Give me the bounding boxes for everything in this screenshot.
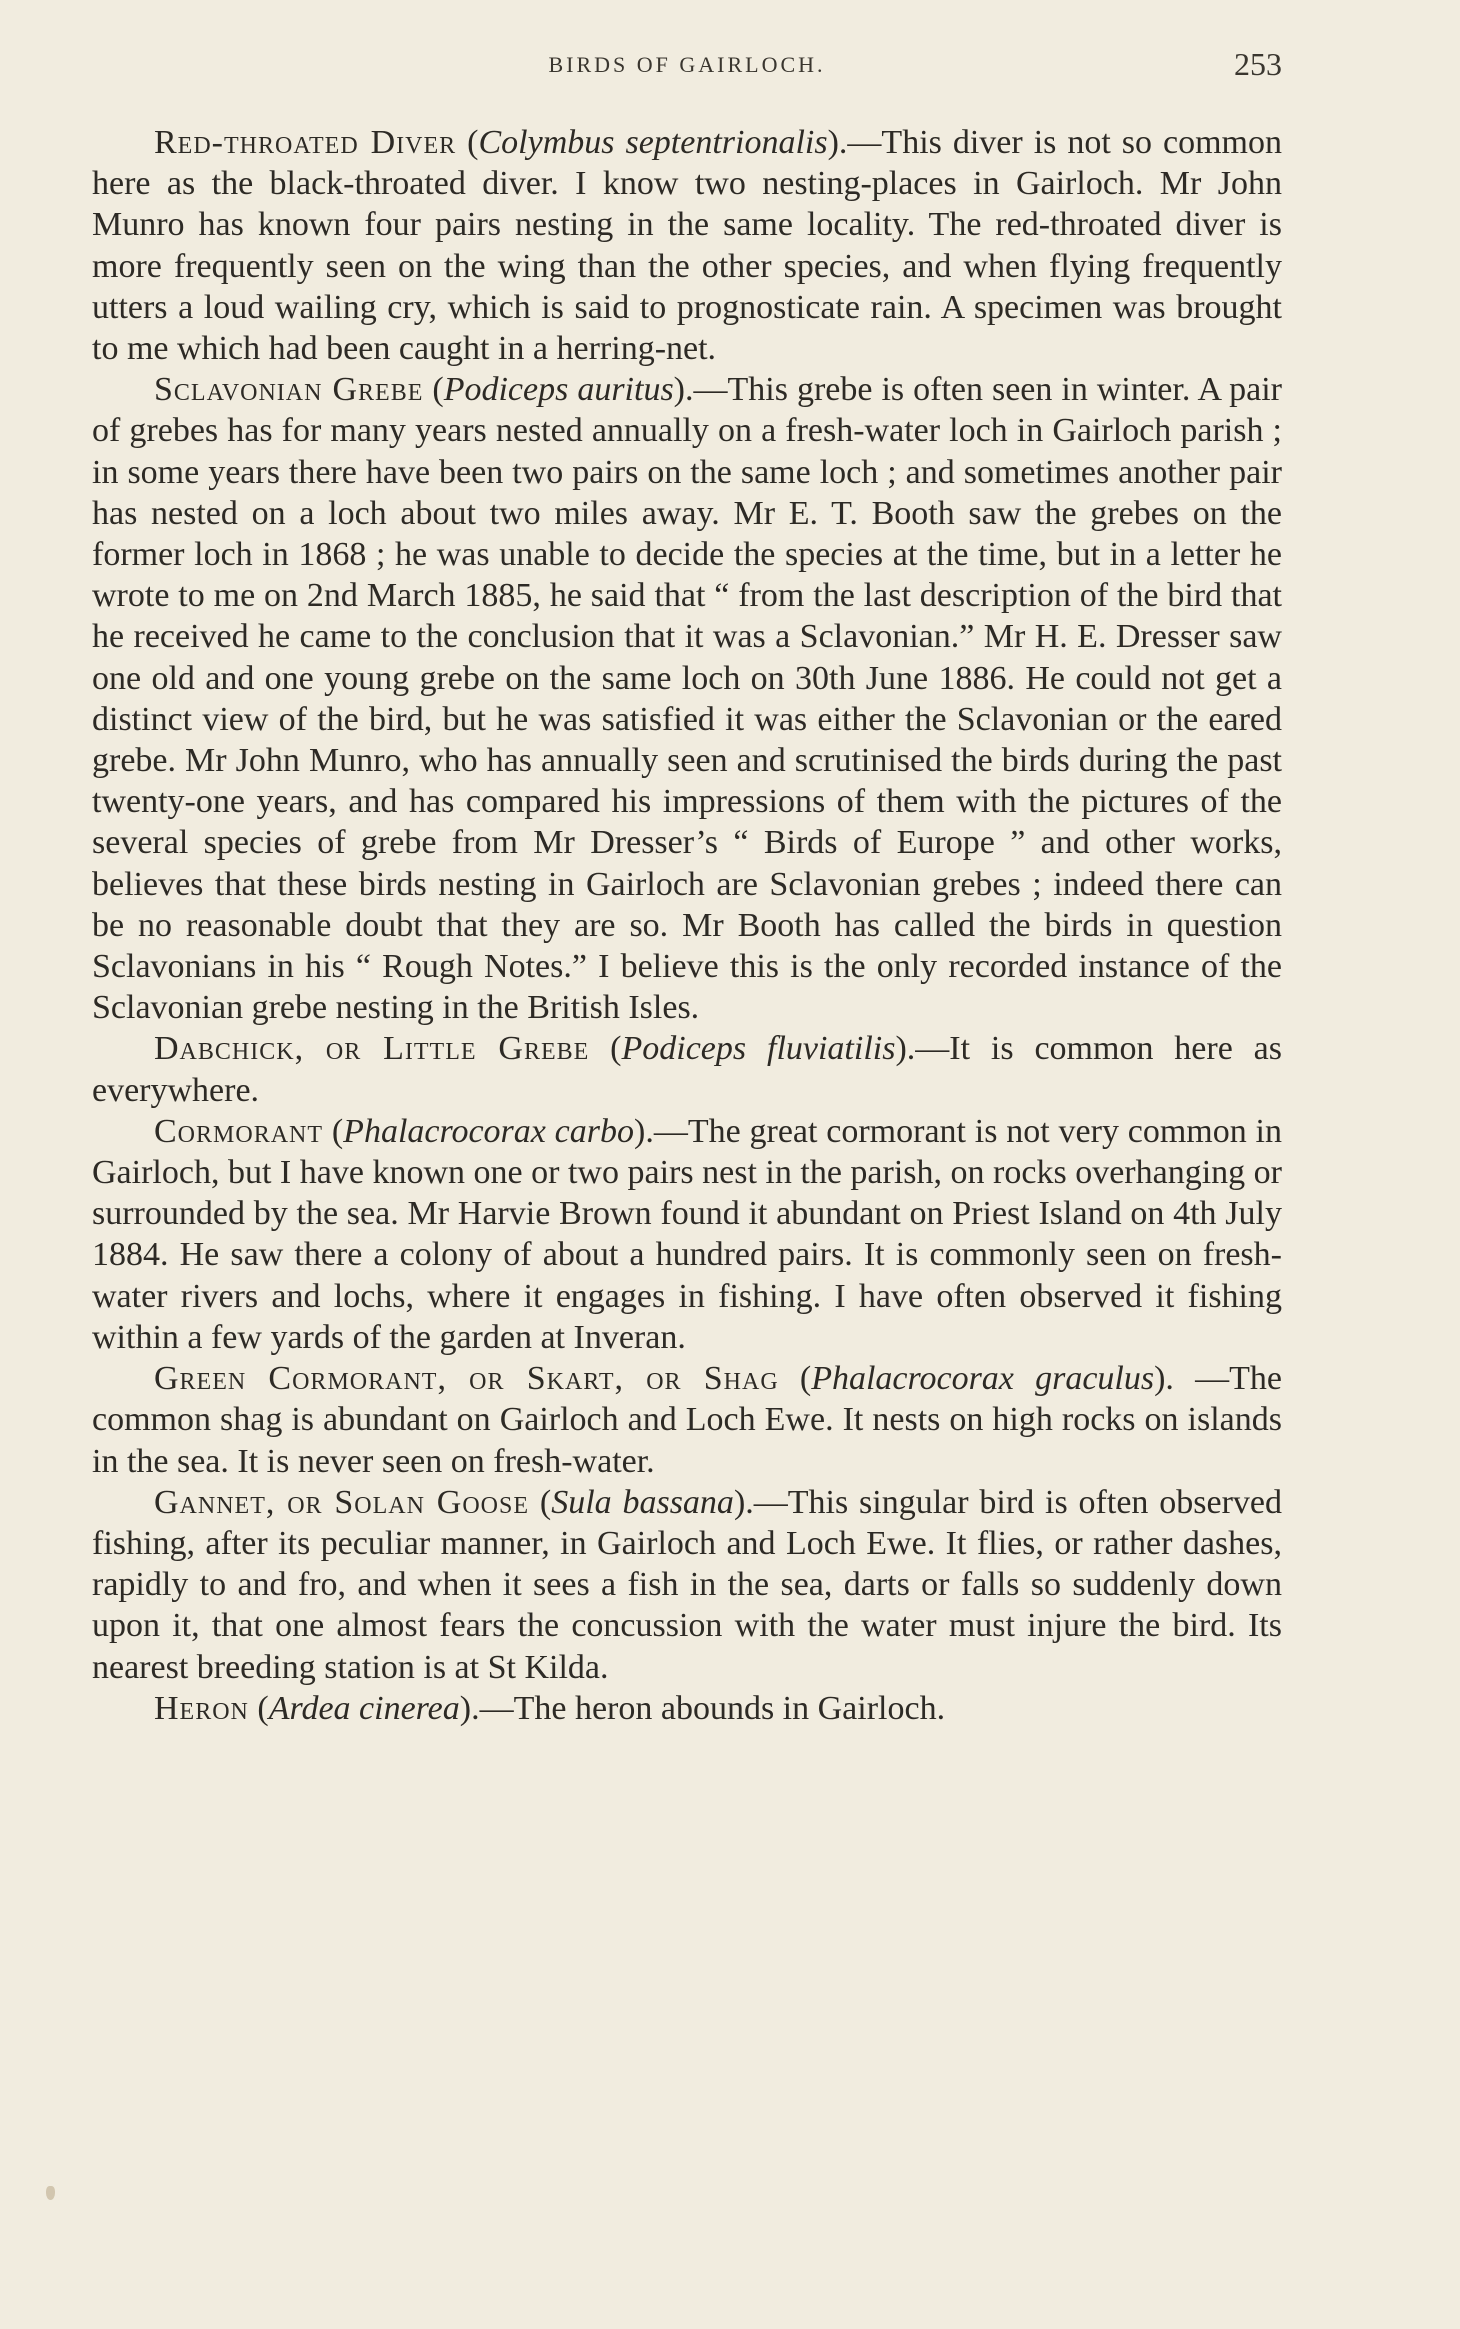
latin-open-paren: ( [610,1030,622,1068]
latin-close-paren: ). [673,371,694,409]
latin-close-paren: ). [895,1030,916,1068]
latin-open-paren: ( [432,371,444,409]
entry-green-cormorant [92,1358,1282,1482]
entry-text: —The heron abounds in Gairloch. [479,1689,946,1727]
latin-name: Ardea cinerea [268,1689,460,1727]
latin-open-paren: ( [799,1360,812,1398]
entry-text: —The common shag is abundant on Gairloch and Loch Ewe. It nests on high rocks on islands in the sea. It is never seen on fresh-water. [92,1360,1283,1480]
latin-name: Phalacrocorax carbo [343,1112,634,1150]
entry-sclavonian-grebe [92,369,1282,1028]
entry-text: —This diver is not so common here as the black-throated diver. I know two nesting-places in Gairloch. Mr John Munro has known four pairs nesting in the same locality. The red-throated diver is more frequently seen on the wing than the other species, and when flying frequently utters a loud wailing cry, which is said to prognosticate rain. A specimen was brought to me which had been caught in a herring-net. [92,124,1282,368]
bird-name: Sclavonian Grebe [154,371,424,409]
ink-blot-mark [46,2186,55,2200]
entry-gannet [92,1482,1282,1688]
bird-name: Gannet, or Solan Goose [154,1483,530,1521]
latin-name: Podiceps auritus [443,371,674,409]
latin-open-paren: ( [467,124,479,161]
latin-open-paren: ( [257,1689,269,1727]
entry-heron [92,1688,1282,1729]
page-number: 253 [1234,46,1282,82]
bird-name: Red-throated Diver [154,124,457,161]
latin-close-paren: ). [827,124,848,161]
bird-name: Cormorant [154,1112,324,1150]
bird-name: Heron [154,1689,249,1727]
bird-name: Green Cormorant, or Skart, or Shag [154,1360,779,1398]
latin-name: Sula bassana [551,1483,734,1521]
bird-name: Dabchick, or Little Grebe [154,1030,590,1068]
entry-text: —This singular bird is often observed fishing, after its peculiar manner, in Gairloch and Loch Ewe. It flies, or rather dashes, rapidly to and fro, and when it sees a fish in the sea, darts or falls so suddenly down upon it, that one almost fears the concussion with the water must injure the bird. Its nearest breeding station is at St Kilda. [92,1483,1282,1686]
latin-name: Colymbus septentrionalis [478,124,828,161]
entry-red-throated-diver [92,122,1282,369]
latin-close-paren: ). [1154,1360,1174,1398]
latin-close-paren: ). [634,1112,654,1150]
entry-text: —It is common here as everywhere. [92,1030,1283,1109]
entry-text: —This grebe is often seen in winter. A pair of grebes has for many years nested annually on a fresh-water loch in Gairloch parish ; in some years there have been two pairs on the same loch ; and sometimes another pair has nested on a loch about two miles away. Mr E. T. Booth saw the grebes on the former loch in 1868 ; he was unable to decide the species at the time, but in a letter he wrote to me on 2nd March 1885, he said that “ from the last description of the bird that he received he came to the conclusion that it was a Sclavonian.” Mr H. E. Dresser saw one old and one young grebe on the same loch on 30th June 1886. He could not get a distinct view of the bird, but he was satisfied it was either the Sclavonian or the eared grebe. Mr John Munro, who has annually seen and scrutinised the birds during the past twenty-one years, and has compared his impressions of them with the pictures of the several species of grebe from Mr Dresser’s “ Birds of Europe ” and other works, believes that these birds nesting in Gairloch are Sclavonian grebes ; indeed there can be no reasonable doubt that they are so. Mr Booth has called the birds in question Sclavonians in his “ Rough Notes.” I believe this is the only recorded instance of the Sclavonian grebe nesting in the British Isles. [92,371,1282,1027]
page-header [92,46,1282,92]
body-text [92,122,1282,1729]
running-head: BIRDS OF GAIRLOCH. [548,52,826,77]
latin-name: Phalacrocorax graculus [811,1360,1155,1398]
latin-close-paren: ). [459,1689,480,1727]
latin-close-paren: ). [733,1483,754,1521]
latin-name: Podiceps fluviatilis [621,1030,896,1068]
entry-dabchick [92,1028,1282,1110]
latin-open-paren: ( [331,1112,344,1150]
entry-text: —The great cormorant is not very common in Gairloch, but I have known one or two pairs nest in the parish, on rocks overhanging or surrounded by the sea. Mr Harvie Brown found it abundant on Priest Island on 4th July 1884. He saw there a colony of about a hundred pairs. It is commonly seen on fresh-water rivers and lochs, where it engages in fishing. I have often observed it fishing within a few yards of the garden at Inveran. [92,1112,1282,1356]
latin-open-paren: ( [539,1483,552,1521]
entry-cormorant [92,1111,1282,1358]
